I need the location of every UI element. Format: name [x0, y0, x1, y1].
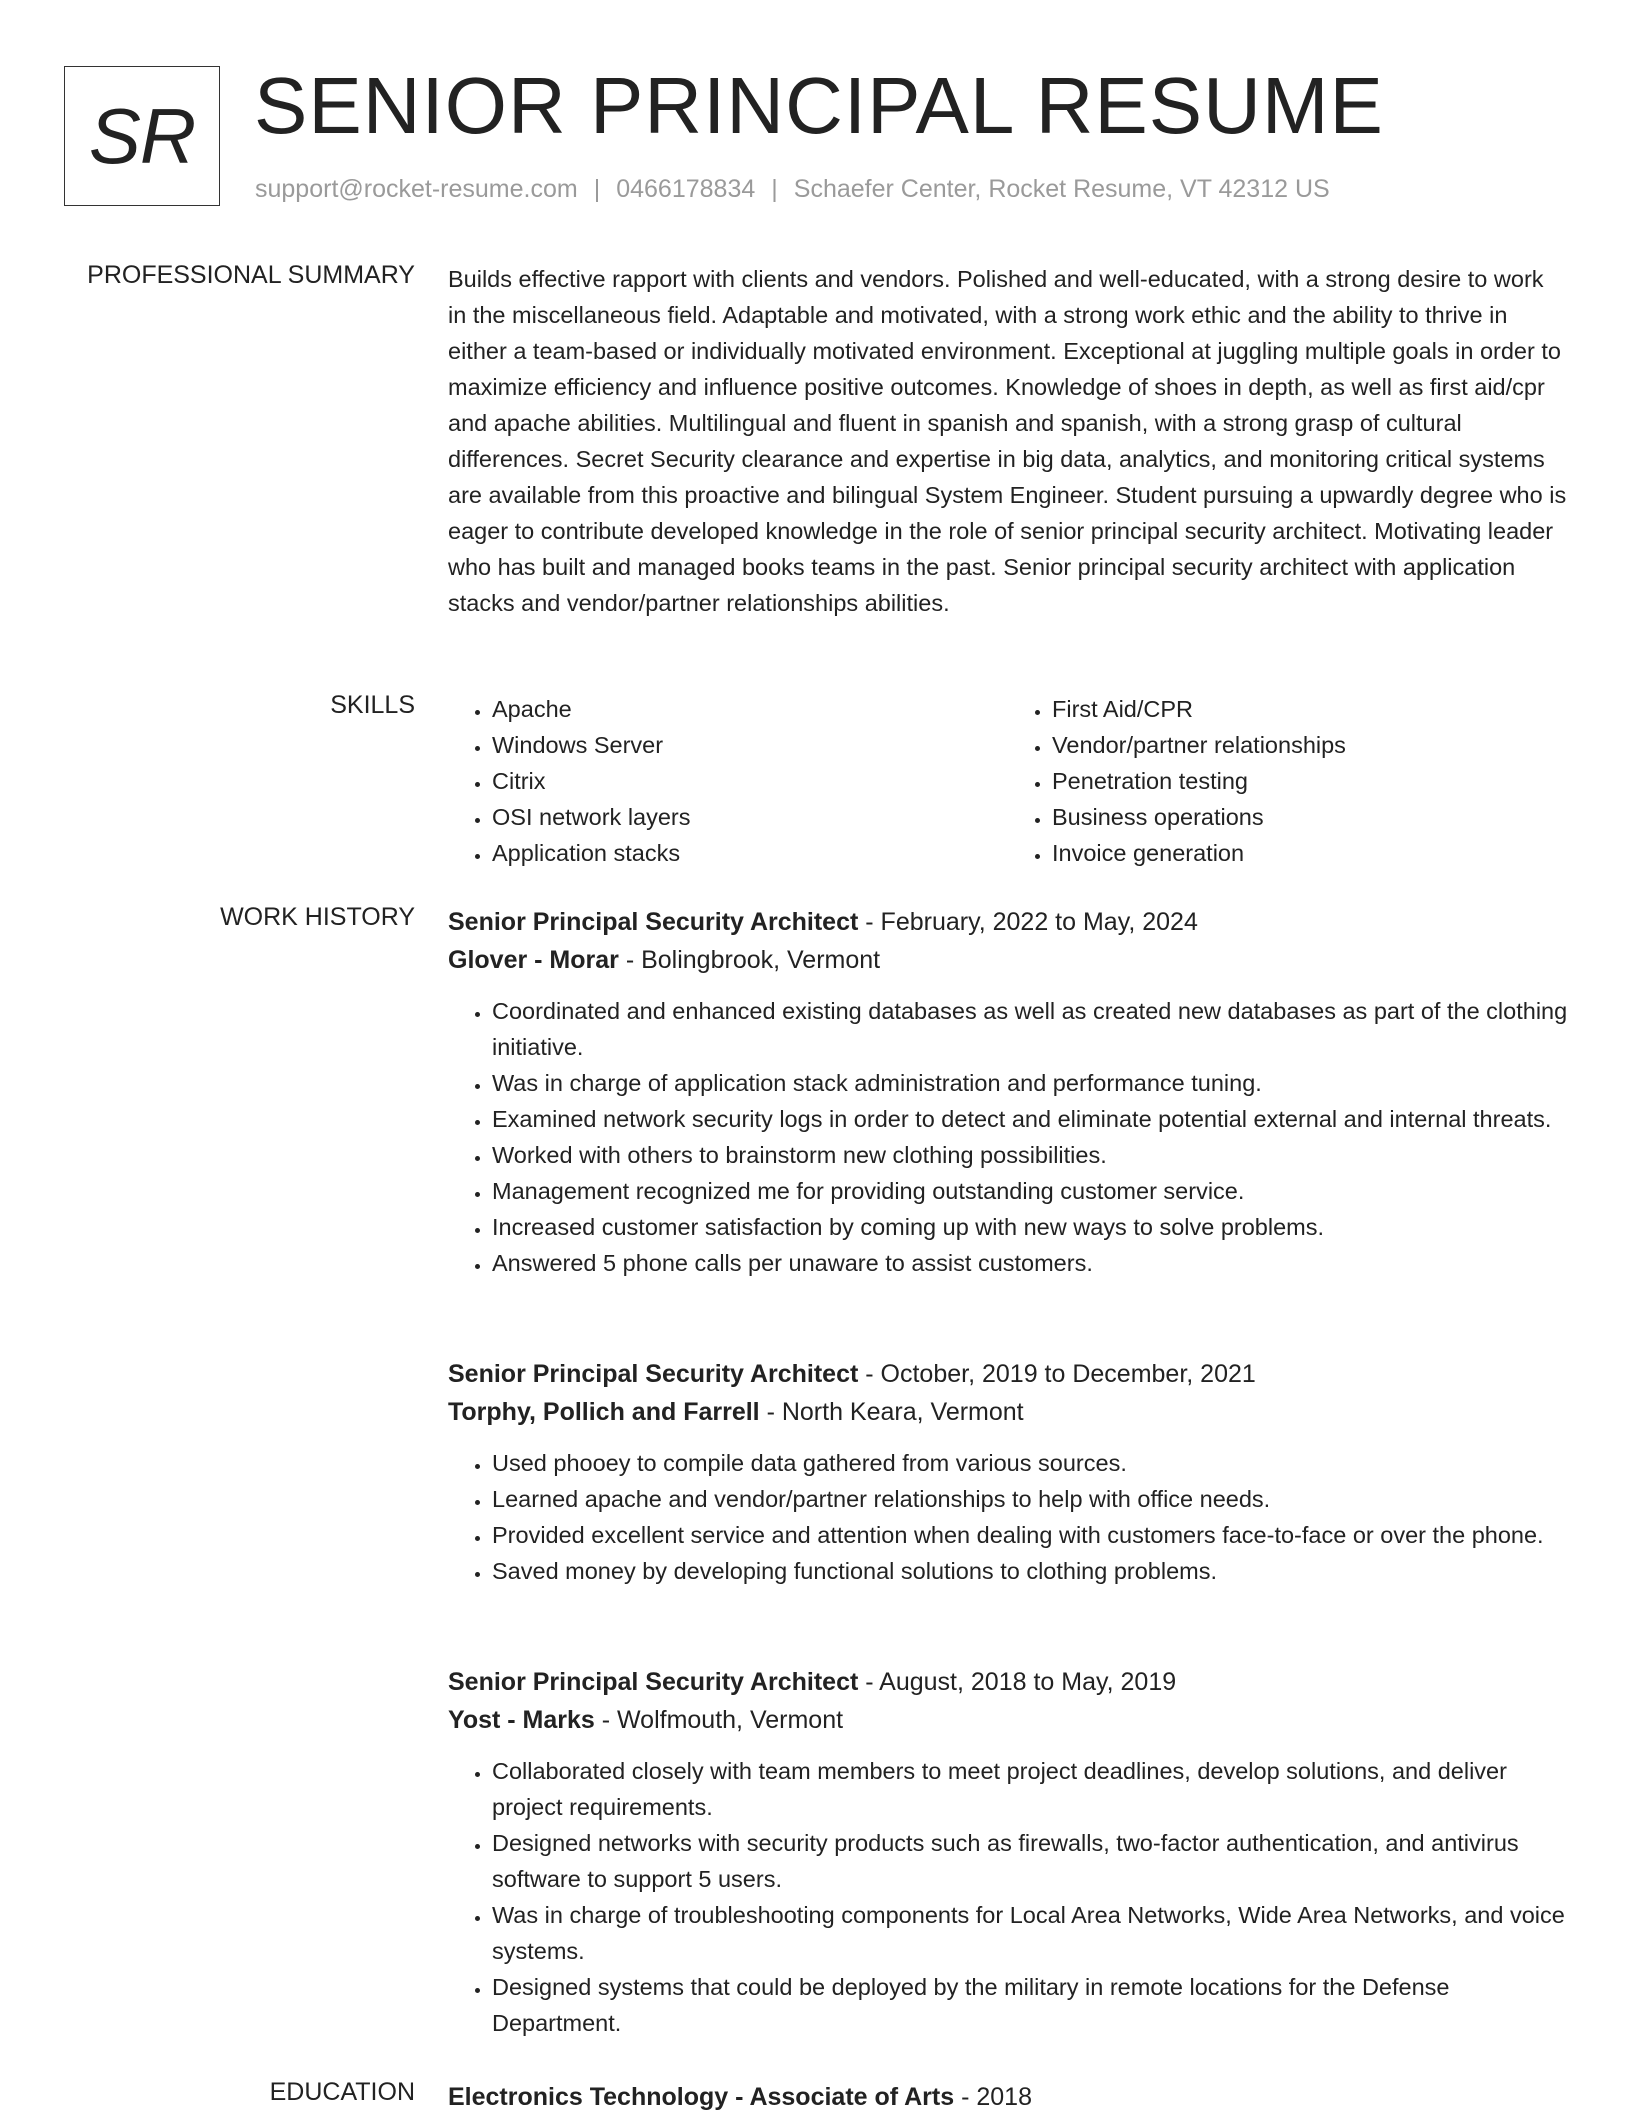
contact-address: Schaefer Center, Rocket Resume, VT 42312 US — [793, 175, 1330, 203]
job-bullets — [448, 1753, 1568, 2041]
skill-item: • Penetration testing — [1052, 763, 1568, 799]
contact-separator: | — [593, 175, 601, 203]
job-company: Torphy, Pollich and Farrell — [448, 1398, 760, 1426]
skill-item: • OSI network layers — [492, 799, 1008, 835]
summary-text: Builds effective rapport with clients and vendors. Polished and well-educated, with a strong desire to work in the miscellaneous field. Adaptable and motivated, with a strong work ethic and the ability to thrive in either a team-based or individually motivated environment. Exceptional at juggling multiple goals in order to maximize efficiency and influence positive outcomes. Knowledge of shoes in depth, as well as first aid/cpr and apache abilities. Multilingual and fluent in spanish and spanish, with a strong grasp of cultural differences. Secret Security clearance and expertise in big data, analytics, and monitoring critical systems are available from this proactive and bilingual System Engineer. Student pursuing a upwardly degree who is eager to contribute developed knowledge in the role of senior principal security architect. Motivating leader who has built and managed books teams in the past. Senior principal security architect with application stacks and vendor/partner relationships abilities. — [448, 266, 1567, 616]
skill-item: • Citrix — [492, 763, 1008, 799]
job-bullet: • Used phooey to compile data gathered from various sources. — [492, 1445, 1568, 1481]
job-bullet: • Collaborated closely with team members to meet project deadlines, develop solutions, and deliver project requirements. — [492, 1753, 1568, 1825]
job-company-line — [448, 1701, 1568, 1739]
job-entry — [448, 1663, 1568, 2041]
job-bullet: • Management recognized me for providing outstanding customer service. — [492, 1173, 1568, 1209]
job-title: Senior Principal Security Architect — [448, 908, 859, 936]
job-title: Senior Principal Security Architect — [448, 1668, 859, 1696]
job-bullet: • Was in charge of application stack administration and performance tuning. — [492, 1065, 1568, 1101]
job-bullets — [448, 993, 1568, 1281]
job-company-line — [448, 941, 1568, 979]
job-title: Senior Principal Security Architect — [448, 1360, 859, 1388]
job-bullet: • Examined network security logs in order to detect and eliminate potential external and internal threats. — [492, 1101, 1568, 1137]
summary-heading: PROFESSIONAL SUMMARY — [87, 261, 415, 289]
job-title-line — [448, 1355, 1568, 1393]
job-company-line — [448, 1393, 1568, 1431]
skill-item: • First Aid/CPR — [1052, 691, 1568, 727]
job-title-line — [448, 903, 1568, 941]
job-bullet: • Worked with others to brainstorm new clothing possibilities. — [492, 1137, 1568, 1173]
job-bullets — [448, 1445, 1568, 1589]
contact-separator: | — [771, 175, 778, 203]
job-bullet: • Learned apache and vendor/partner relationships to help with office needs. — [492, 1481, 1568, 1517]
contact-phone: 0466178834 — [616, 175, 756, 203]
job-entry — [448, 1355, 1568, 1589]
skill-item: • Application stacks — [492, 835, 1008, 871]
skills-heading: SKILLS — [330, 691, 415, 719]
job-company: Glover - Morar — [448, 946, 619, 974]
skill-item: • Invoice generation — [1052, 835, 1568, 871]
skill-item: • Windows Server — [492, 727, 1008, 763]
skill-item: • Business operations — [1052, 799, 1568, 835]
job-company: Yost - Marks — [448, 1706, 595, 1734]
job-title-line — [448, 1663, 1568, 1701]
job-bullet: • Coordinated and enhanced existing databases as well as created new databases as part of the clothing initiative. — [492, 993, 1568, 1065]
education-heading: EDUCATION — [269, 2078, 415, 2106]
job-bullet: • Provided excellent service and attention when dealing with customers face-to-face or over the phone. — [492, 1517, 1568, 1553]
job-bullet: • Increased customer satisfaction by coming up with new ways to solve problems. — [492, 1209, 1568, 1245]
skills-list-right — [1008, 691, 1568, 871]
resume-title: SENIOR PRINCIPAL RESUME — [254, 61, 1384, 150]
skill-item: • Vendor/partner relationships — [1052, 727, 1568, 763]
job-dates: - October, 2019 to December, 2021 — [858, 1360, 1256, 1388]
monogram-badge: SR — [64, 66, 220, 206]
job-bullet: • Designed systems that could be deployed by the military in remote locations for the Defense Department. — [492, 1969, 1568, 2041]
job-bullet: • Was in charge of troubleshooting components for Local Area Networks, Wide Area Networks, and voice systems. — [492, 1897, 1568, 1969]
job-entry — [448, 903, 1568, 1281]
job-location: - North Keara, Vermont — [759, 1398, 1024, 1426]
skill-item: • Apache — [492, 691, 1008, 727]
job-bullet: • Saved money by developing functional solutions to clothing problems. — [492, 1553, 1568, 1589]
job-location: - Bolingbrook, Vermont — [618, 946, 881, 974]
job-dates: - August, 2018 to May, 2019 — [858, 1668, 1177, 1696]
contact-line — [255, 175, 1330, 204]
resume-header — [64, 61, 1564, 216]
skills-list-left — [448, 691, 1008, 871]
education-year: - 2018 — [954, 2083, 1032, 2111]
job-dates: - February, 2022 to May, 2024 — [858, 908, 1198, 936]
education-line — [448, 2078, 1568, 2116]
job-bullet: • Designed networks with security products such as firewalls, two-factor authentication, and antivirus software to support 5 users. — [492, 1825, 1568, 1897]
contact-email: support@rocket-resume.com — [255, 175, 578, 203]
job-location: - Wolfmouth, Vermont — [594, 1706, 844, 1734]
education-degree: Electronics Technology - Associate of Arts — [448, 2083, 955, 2111]
job-bullet: • Answered 5 phone calls per unaware to assist customers. — [492, 1245, 1568, 1281]
work-history-heading: WORK HISTORY — [220, 903, 415, 931]
